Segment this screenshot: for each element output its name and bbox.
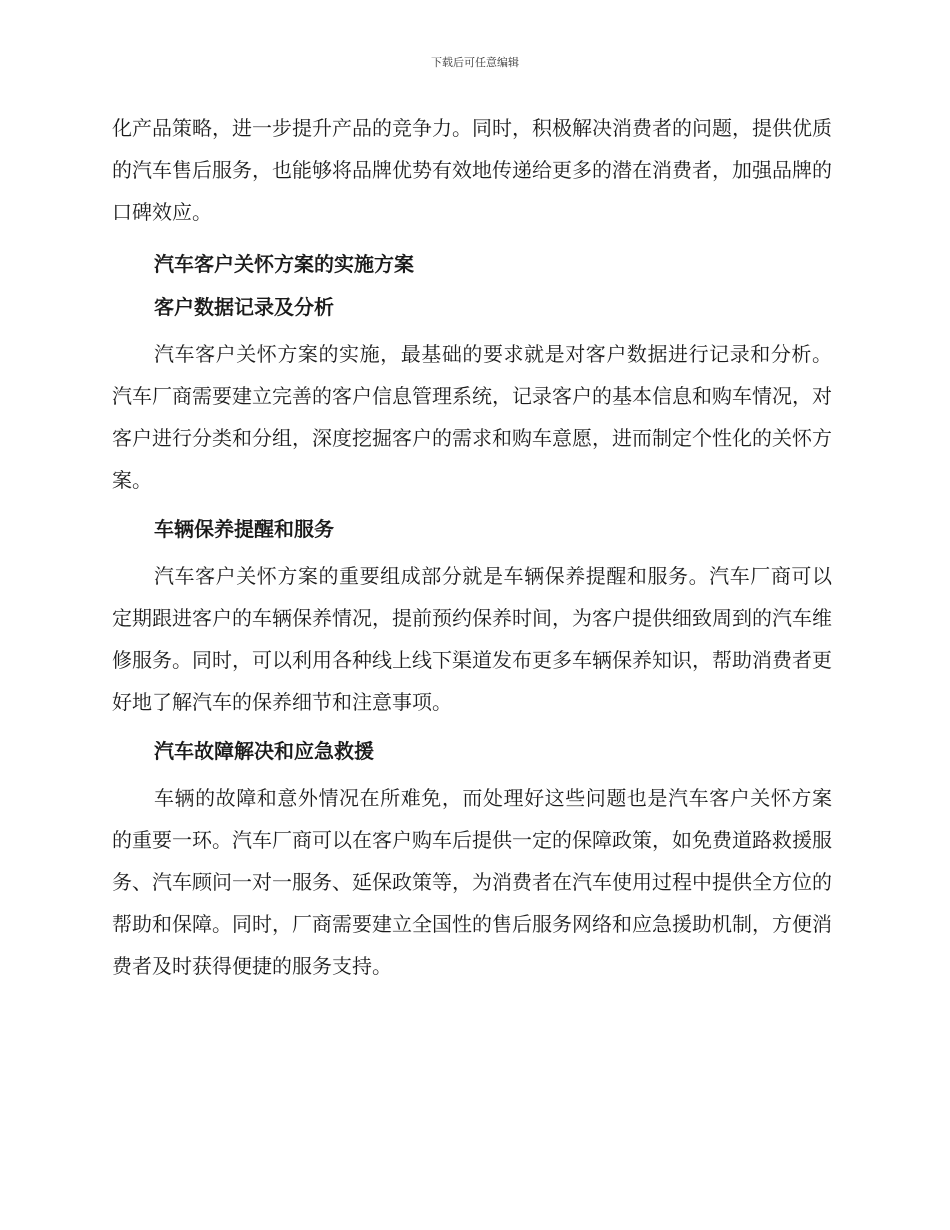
document-body xyxy=(112,107,832,987)
page-header: 下载后可任意编辑 xyxy=(431,56,519,69)
subsection-heading-customer-data: 客户数据记录及分析 xyxy=(154,295,334,319)
paragraph-breakdown-rescue: 车辆的故障和意外情况在所难免，而处理好这些问题也是汽车客户关怀方案的重要一环。汽车厂商可以在客户购车后提供一定的保障政策，如免费道路救援服务、汽车顾问一对一服务、延保政策等，为消费者在汽车使用过程中提供全方位的帮助和保障。同时，厂商需要建立全国性的售后服务网络和应急援助机制，方便消费者及时获得便捷的服务支持。 xyxy=(112,786,832,978)
paragraph-customer-data: 汽车客户关怀方案的实施，最基础的要求就是对客户数据进行记录和分析。汽车厂商需要建立完善的客户信息管理系统，记录客户的基本信息和购车情况，对客户进行分类和分组，深度挖掘客户的需求和购车意愿，进而制定个性化的关怀方案。 xyxy=(112,342,832,492)
subsection-heading-breakdown-rescue: 汽车故障解决和应急救援 xyxy=(154,739,374,763)
paragraph-intro: 化产品策略，进一步提升产品的竞争力。同时，积极解决消费者的问题，提供优质的汽车售后服务，也能够将品牌优势有效地传递给更多的潜在消费者，加强品牌的口碑效应。 xyxy=(112,116,832,224)
subsection-heading-maintenance: 车辆保养提醒和服务 xyxy=(154,517,334,541)
paragraph-maintenance: 汽车客户关怀方案的重要组成部分就是车辆保养提醒和服务。汽车厂商可以定期跟进客户的车辆保养情况，提前预约保养时间，为客户提供细致周到的汽车维修服务。同时，可以利用各种线上线下渠道发布更多车辆保养知识，帮助消费者更好地了解汽车的保养细节和注意事项。 xyxy=(112,564,832,714)
section-heading-main: 汽车客户关怀方案的实施方案 xyxy=(154,252,414,276)
